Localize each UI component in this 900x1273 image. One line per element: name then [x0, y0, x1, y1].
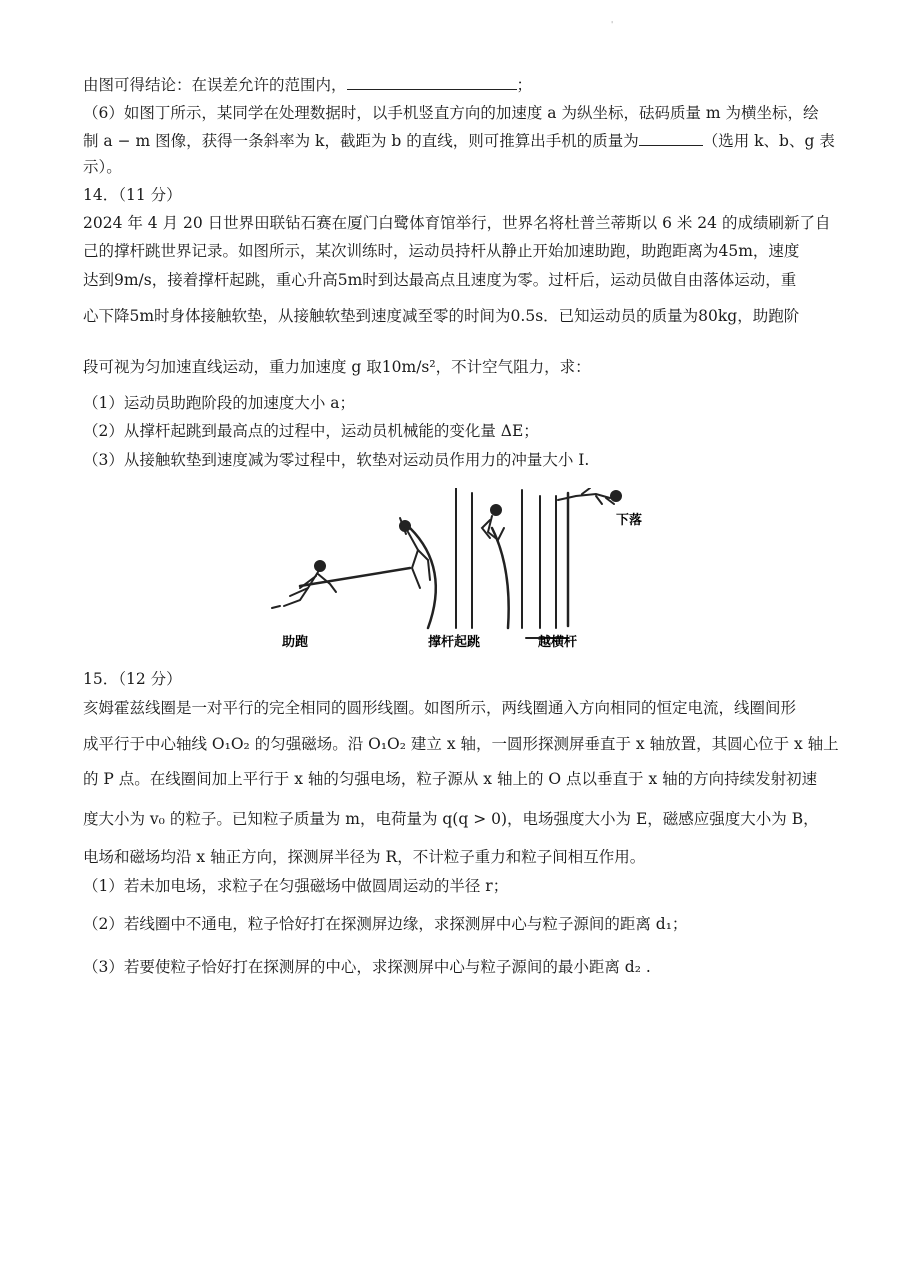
q15-sub-3: （3）若要使粒子恰好打在探测屏的中心，求探测屏中心与粒子源间的最小距离 d₂ . — [83, 958, 651, 976]
conclusion-end: ； — [516, 76, 533, 94]
vaulter-takeoff — [400, 518, 436, 628]
q14-sub-2: （2）从撑杆起跳到最高点的过程中，运动员机械能的变化量 ΔE； — [83, 422, 539, 440]
pole-vault-figure — [260, 488, 650, 650]
page-mark: ' — [611, 20, 614, 29]
pole-vault-illustration — [260, 488, 650, 650]
q14-para-3: 达到9m/s，接着撑杆起跳，重心升高5m时到达最高点且速度为零。过杆后，运动员做自由落体运动，重 — [83, 271, 797, 289]
q15-para-1: 亥姆霍兹线圈是一对平行的完全相同的圆形线圈。如图所示，两线圈通入方向相同的恒定电流，线圈间形 — [83, 699, 797, 717]
item-6-line-2 — [83, 129, 835, 152]
caption-run: 助跑 — [282, 635, 309, 650]
item-6-text-end: （选用 k、b、g 表 — [702, 132, 835, 150]
question-14-heading: 14．（11 分） — [83, 186, 182, 204]
caption-fall: 下落 — [616, 513, 643, 528]
conclusion-line — [83, 73, 823, 96]
q15-sub-2: （2）若线圈中不通电，粒子恰好打在探测屏边缘，求探测屏中心与粒子源间的距离 d₁； — [83, 915, 688, 933]
q15-para-3: 的 P 点。在线圈间加上平行于 x 轴的匀强电场，粒子源从 x 轴上的 O 点以垂直于 x 轴的方向持续发射初速 — [83, 770, 818, 788]
vaulter-swing — [482, 505, 509, 628]
answer-blank[interactable] — [639, 129, 703, 146]
conclusion-text: 由图可得结论：在误差允许的范围内， — [83, 76, 347, 94]
q15-para-2: 成平行于中心轴线 O₁O₂ 的匀强磁场。沿 O₁O₂ 建立 x 轴，一圆形探测屏垂直于 x 轴放置，其圆心位于 x 轴上 — [83, 735, 839, 753]
q14-para-5: 段可视为匀加速直线运动，重力加速度 g 取10m/s²，不计空气阻力，求： — [83, 358, 591, 376]
q14-para-2: 己的撑杆跳世界记录。如图所示，某次训练时，运动员持杆从静止开始加速助跑，助跑距离为45m，速度 — [83, 242, 800, 260]
q14-sub-1: （1）运动员助跑阶段的加速度大小 a； — [83, 394, 356, 412]
q15-para-5: 电场和磁场均沿 x 轴正方向，探测屏半径为 R，不计粒子重力和粒子间相互作用。 — [83, 848, 646, 866]
q14-para-4: 心下降5m时身体接触软垫，从接触软垫到速度减至零的时间为0.5s．已知运动员的质量为80kg，助跑阶 — [83, 307, 800, 325]
caption-clear: 越横杆 — [538, 635, 578, 650]
caption-takeoff: 撑杆起跳 — [428, 635, 481, 650]
q15-para-4: 度大小为 v₀ 的粒子。已知粒子质量为 m，电荷量为 q(q > 0)，电场强度大小为 E，磁感应强度大小为 B， — [83, 810, 819, 828]
q15-sub-1: （1）若未加电场，求粒子在匀强磁场中做圆周运动的半径 r； — [83, 877, 509, 895]
q14-para-1: 2024 年 4 月 20 日世界田联钻石赛在厦门白鹭体育馆举行，世界名将杜普兰蒂斯以 6 米 24 的成绩刷新了自 — [83, 214, 831, 232]
item-6-line-1: （6）如图丁所示，某同学在处理数据时，以手机竖直方向的加速度 a 为纵坐标，砝码质量 m 为横坐标，绘 — [83, 104, 819, 122]
question-15-heading: 15．（12 分） — [83, 670, 182, 688]
item-6-line-3: 示）。 — [83, 158, 122, 176]
q14-sub-3: （3）从接触软垫到速度减为零过程中，软垫对运动员作用力的冲量大小 I. — [83, 451, 590, 469]
answer-blank[interactable] — [347, 73, 517, 90]
item-6-text: 制 a − m 图像，获得一条斜率为 k，截距为 b 的直线，则可推算出手机的质量为 — [83, 132, 639, 150]
